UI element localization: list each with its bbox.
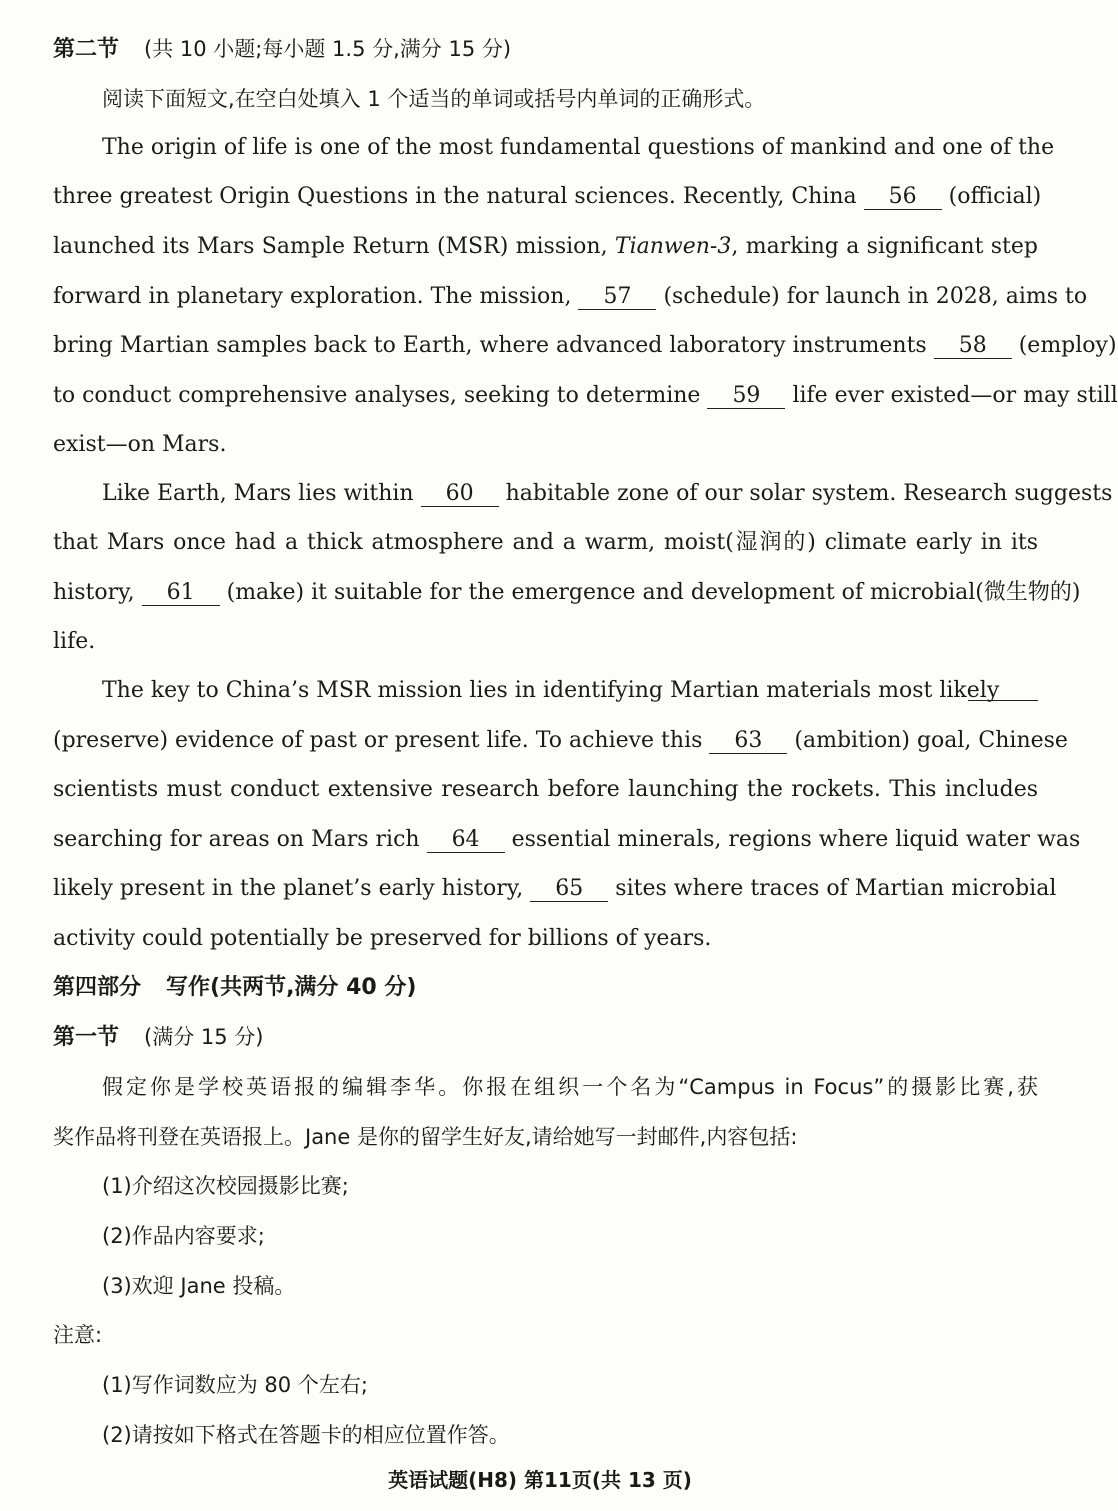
passage-line-13: (preserve) evidence of past or present life. To achieve this 63 (ambition) goal, Chinese	[53, 728, 1068, 753]
passage-line-16: likely present in the planet’s early history, 65 sites where traces of Martian microbial	[53, 876, 1057, 901]
passage-line-17: activity could potentially be preserved for billions of years.	[53, 926, 712, 951]
blank-56[interactable]: 56	[864, 185, 942, 210]
passage-line-7: exist—on Mars.	[53, 432, 227, 457]
passage-line-2: three greatest Origin Questions in the natural sciences. Recently, China 56 (official)	[53, 184, 1042, 209]
passage-line-9: that Mars once had a thick atmosphere and a warm, moist(湿润的) climate early in its	[53, 530, 1038, 555]
note-item-2: (2)请按如下格式在答题卡的相应位置作答。	[102, 1423, 510, 1447]
section-2-header	[53, 34, 1038, 65]
part-4-heading: 写作(共两节,满分 40 分)	[166, 975, 417, 1000]
passage-line-10: history, 61 (make) it suitable for the emergence and development of microbial(微生物的)	[53, 580, 1081, 605]
section-2-instruction: 阅读下面短文,在空白处填入 1 个适当的单词或括号内单词的正确形式。	[102, 87, 766, 111]
part-4-title: 第四部分	[53, 975, 142, 1000]
passage-line-8: Like Earth, Mars lies within 60 habitable zone of our solar system. Research suggests	[102, 481, 1113, 506]
passage-line-3: launched its Mars Sample Return (MSR) mission, Tianwen-3, marking a significant step	[53, 234, 1038, 259]
passage-line-11: life.	[53, 629, 96, 654]
passage-line-12: The key to China’s MSR mission lies in identifying Martian materials most likely	[102, 676, 1038, 706]
blank-57[interactable]: 57	[578, 285, 656, 310]
part-4-section-1-title: 第一节	[53, 1025, 120, 1050]
blank-61[interactable]: 61	[142, 581, 220, 606]
writing-prompt-line-1: 假定你是学校英语报的编辑李华。你报在组织一个名为“Campus in Focus”的摄影比赛,获	[102, 1075, 1038, 1099]
passage-line-15: searching for areas on Mars rich 64 essential minerals, regions where liquid water was	[53, 827, 1081, 852]
writing-item-1: (1)介绍这次校园摄影比赛;	[102, 1174, 349, 1198]
blank-59[interactable]: 59	[707, 384, 785, 409]
page-footer: 英语试题(H8) 第11页(共 13 页)	[388, 1468, 692, 1492]
blank-65[interactable]: 65	[530, 877, 608, 902]
writing-item-2: (2)作品内容要求;	[102, 1224, 265, 1248]
note-item-1: (1)写作词数应为 80 个左右;	[102, 1373, 368, 1397]
passage-line-14: scientists must conduct extensive research before launching the rockets. This includes	[53, 777, 1038, 802]
passage-line-6: to conduct comprehensive analyses, seeking to determine 59 life ever existed—or may still	[53, 383, 1118, 408]
passage-line-1: The origin of life is one of the most fundamental questions of mankind and one of the	[102, 135, 1055, 160]
blank-64[interactable]: 64	[427, 828, 505, 853]
passage-line-4: forward in planetary exploration. The mission, 57 (schedule) for launch in 2028, aims to	[53, 284, 1088, 309]
part-4-section-1-header	[53, 1022, 1038, 1053]
writing-prompt-line-2: 奖作品将刊登在英语报上。Jane 是你的留学生好友,请给她写一封邮件,内容包括:	[53, 1125, 798, 1149]
blank-63[interactable]: 63	[709, 729, 787, 754]
blank-60[interactable]: 60	[421, 482, 499, 507]
section-2-title: 第二节	[53, 37, 120, 62]
note-title: 注意:	[53, 1323, 103, 1347]
mission-name: Tianwen-3	[614, 234, 732, 259]
part-4-header	[53, 973, 1038, 1003]
blank-58[interactable]: 58	[934, 334, 1012, 359]
section-2-info: (共 10 小题;每小题 1.5 分,满分 15 分)	[144, 37, 512, 61]
blank-62[interactable]	[968, 678, 1038, 701]
part-4-section-1-info: (满分 15 分)	[144, 1025, 264, 1049]
passage-line-5: bring Martian samples back to Earth, where advanced laboratory instruments 58 (employ)	[53, 333, 1117, 358]
writing-item-3: (3)欢迎 Jane 投稿。	[102, 1274, 296, 1298]
